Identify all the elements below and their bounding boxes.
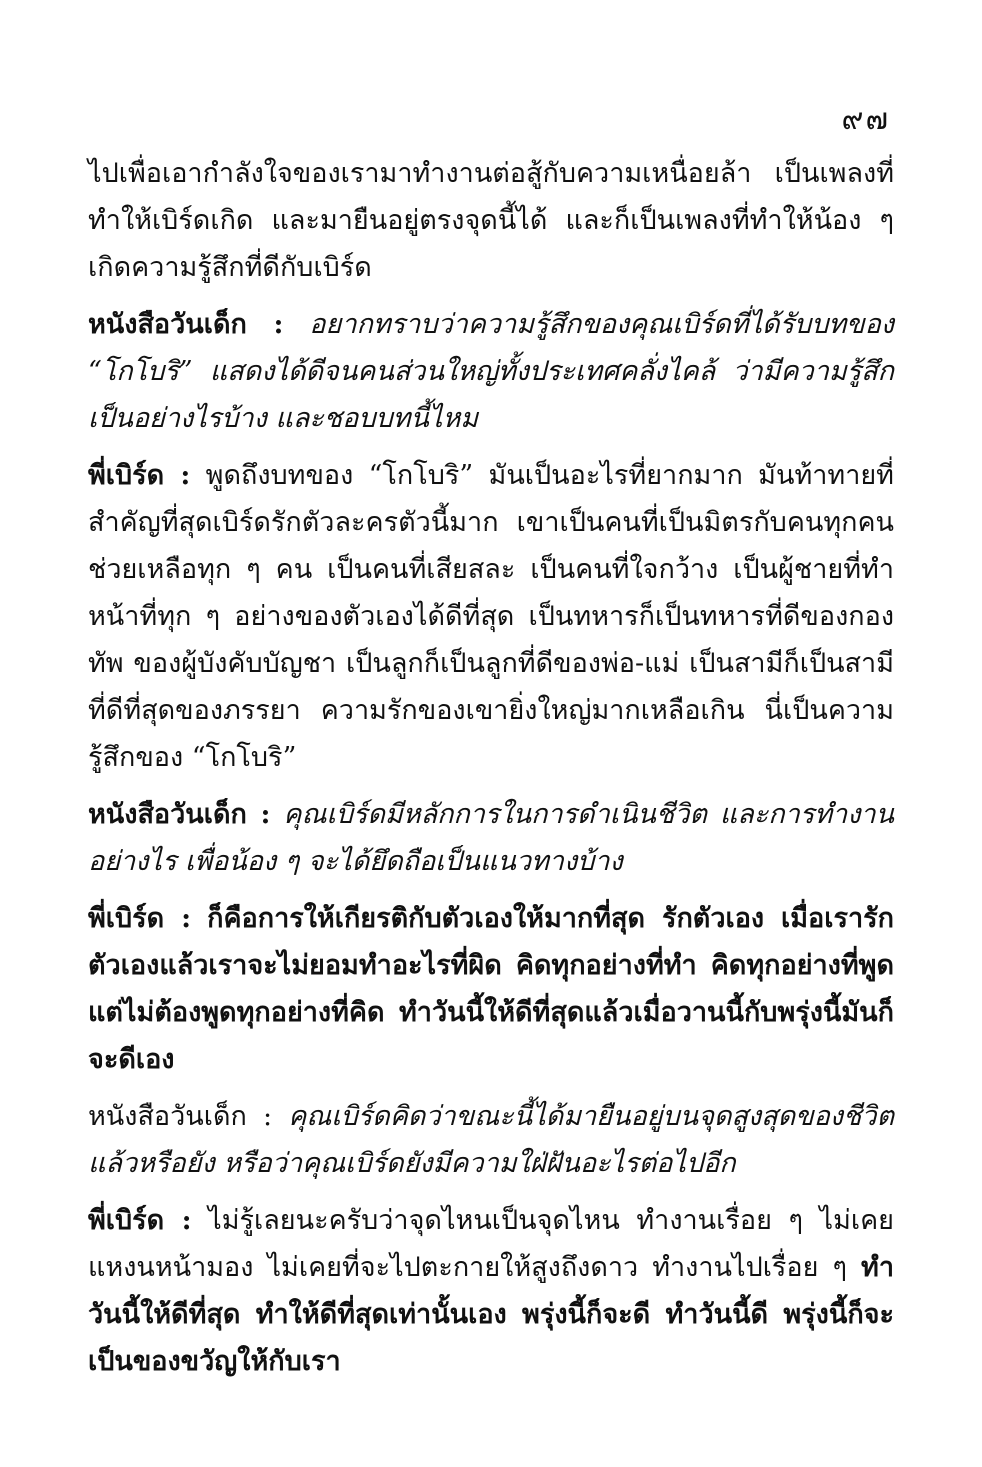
interview-question — [88, 791, 894, 885]
interview-question — [88, 301, 894, 442]
speaker-label: พี่เบิร์ด : — [88, 1205, 192, 1236]
answer-text-bold: ทำวันนี้ให้ดีที่สุด ทำให้ดีที่สุดเท่านั้นเอง พรุ่งนี้ก็จะดี ทำวันนี้ดี พรุ่งนี้ก็จะเป็นของขวัญให้กับเรา — [88, 1252, 894, 1377]
speaker-label: พี่เบิร์ด : — [88, 460, 191, 491]
interview-answer — [88, 452, 894, 781]
page-content — [88, 150, 894, 1395]
question-text: คุณเบิร์ดมีหลักการในการดำเนินชีวิต และการทำงานอย่างไร เพื่อน้อง ๆ จะได้ยึดถือเป็นแนวทางบ้าง — [88, 799, 894, 877]
interview-question — [88, 1093, 894, 1187]
speaker-label: หนังสือวันเด็ก : — [88, 1101, 273, 1132]
question-text: อยากทราบว่าความรู้สึกของคุณเบิร์ดที่ได้รับบทของ “โกโบริ” แสดงได้ดีจนคนส่วนใหญ่ทั้งประเทศคลั่งไคล้ ว่ามีความรู้สึกเป็นอย่างไรบ้าง และชอบบทนี้ไหม — [88, 309, 894, 434]
answer-text: พูดถึงบทของ “โกโบริ” มันเป็นอะไรที่ยากมาก มันท้าทายที่สำคัญที่สุดเบิร์ดรักตัวละครตัวนี้มาก เขาเป็นคนที่เป็นมิตรกับคนทุกคน ช่วยเหลือทุก ๆ คน เป็นคนที่เสียสละ เป็นคนที่ใจกว้าง เป็นผู้ชายที่ทำหน้าที่ทุก ๆ อย่างของตัวเองได้ดีที่สุด เป็นทหารก็เป็นทหารที่ดีของกองทัพ ของผู้บังคับบัญชา เป็นลูกก็เป็นลูกที่ดีของพ่อ-แม่ เป็นสามีก็เป็นสามีที่ดีที่สุดของภรรยา ความรักของเขายิ่งใหญ่มากเหลือเกิน นี่เป็นความรู้สึกของ “โกโบริ” — [88, 460, 894, 773]
interview-answer — [88, 1197, 894, 1385]
speaker-label: หนังสือวันเด็ก : — [88, 799, 271, 830]
page-number: ๙๗ — [841, 102, 890, 137]
answer-text: ไม่รู้เลยนะครับว่าจุดไหนเป็นจุดไหน ทำงานเรื่อย ๆ ไม่เคยแหงนหน้ามอง ไม่เคยที่จะไปตะกายให้สูงถึงดาว ทำงานไปเรื่อย ๆ — [88, 1205, 895, 1283]
speaker-label: หนังสือวันเด็ก : — [88, 309, 284, 340]
paragraph-text: ไปเพื่อเอากำลังใจของเรามาทำงานต่อสู้กับความเหนื่อยล้า เป็นเพลงที่ทำให้เบิร์ดเกิด และมายืนอยู่ตรงจุดนี้ได้ และก็เป็นเพลงที่ทำให้น้อง ๆ เกิดความรู้สึกที่ดีกับเบิร์ด — [88, 158, 894, 283]
speaker-label: พี่เบิร์ด : — [88, 903, 192, 934]
paragraph-continuation — [88, 150, 894, 291]
answer-text-bold: ก็คือการให้เกียรติกับตัวเองให้มากที่สุด รักตัวเอง เมื่อเรารักตัวเองแล้วเราจะไม่ยอมทำอะไรที่ผิด คิดทุกอย่างที่ทำ คิดทุกอย่างที่พูด แต่ไม่ต้องพูดทุกอย่างที่คิด ทำวันนี้ให้ดีที่สุดแล้วเมื่อวานนี้กับพรุ่งนี้มันก็จะดีเอง — [88, 903, 894, 1075]
question-text: คุณเบิร์ดคิดว่าขณะนี้ได้มายืนอยู่บนจุดสูงสุดของชีวิตแล้วหรือยัง หรือว่าคุณเบิร์ดยังมีความใฝ่ฝันอะไรต่อไปอีก — [88, 1101, 894, 1179]
interview-answer — [88, 895, 894, 1083]
